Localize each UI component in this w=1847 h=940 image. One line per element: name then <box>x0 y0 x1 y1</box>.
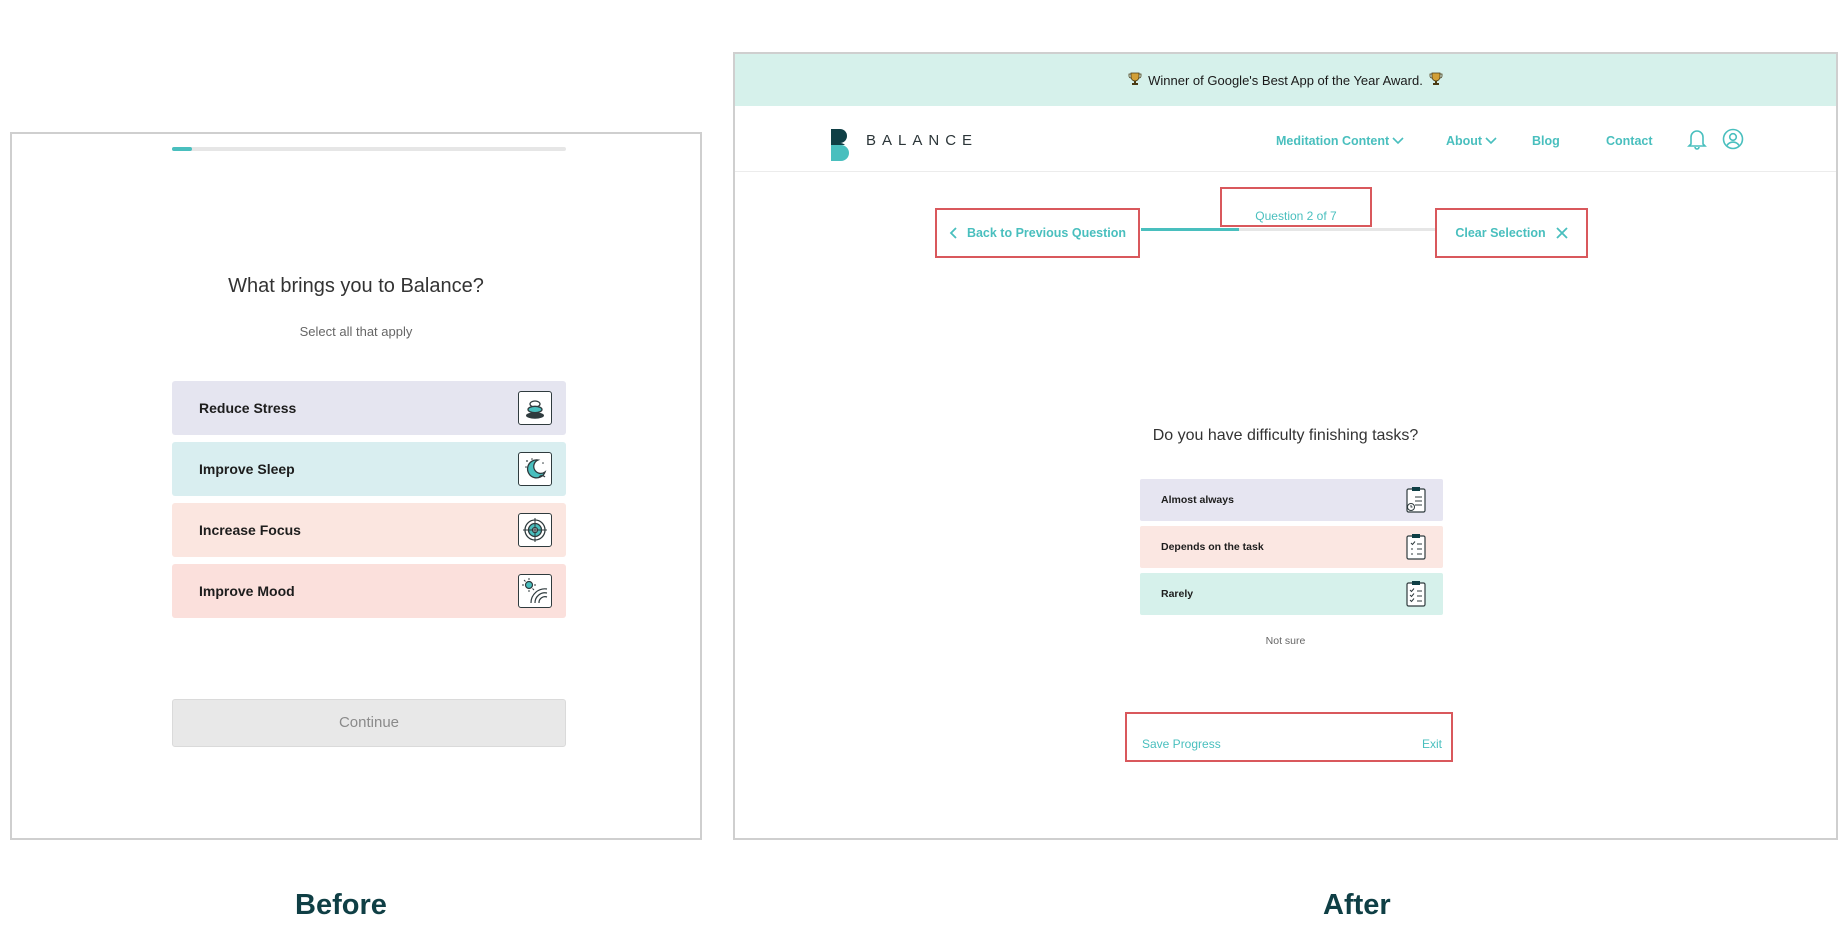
before-screen <box>10 132 702 840</box>
question-title: What brings you to Balance? <box>228 275 484 297</box>
award-banner <box>735 54 1836 106</box>
save-progress-link[interactable]: Save Progress <box>1142 737 1221 751</box>
trophy-icon <box>1429 72 1443 89</box>
progress-bar-fill <box>172 147 192 151</box>
question-subtitle: Select all that apply <box>299 324 413 339</box>
bell-icon[interactable] <box>1687 128 1707 155</box>
option-reduce-stress[interactable] <box>172 381 566 435</box>
nav-label: Blog <box>1532 134 1560 148</box>
option-label: Rarely <box>1161 588 1194 600</box>
back-label: Back to Previous Question <box>966 226 1127 240</box>
option-almost-always[interactable] <box>1140 479 1443 521</box>
balance-logo-icon[interactable] <box>829 128 851 167</box>
nav-blog[interactable] <box>1532 134 1560 148</box>
back-to-previous-question-button[interactable] <box>935 208 1140 258</box>
after-caption: After <box>1323 889 1391 921</box>
option-label: Almost always <box>1161 494 1234 506</box>
moon-icon <box>518 452 552 486</box>
clipboard-clock-icon <box>1405 486 1427 514</box>
chevron-down-icon <box>1392 137 1404 145</box>
option-improve-sleep[interactable] <box>172 442 566 496</box>
option-label: Increase Focus <box>199 522 301 538</box>
navbar <box>735 106 1836 172</box>
progress-bar <box>172 147 566 151</box>
continue-button[interactable]: Continue <box>172 699 566 747</box>
nav-label: Contact <box>1606 134 1653 148</box>
save-exit-bar <box>1125 712 1453 762</box>
option-label: Reduce Stress <box>199 400 297 416</box>
close-icon <box>1556 227 1568 239</box>
stones-icon <box>518 391 552 425</box>
nav-label: Meditation Content <box>1276 134 1390 148</box>
chevron-down-icon <box>1485 137 1497 145</box>
option-depends-on-the-task[interactable] <box>1140 526 1443 568</box>
question-progress-fill <box>1141 228 1239 231</box>
nav-contact[interactable] <box>1606 134 1653 148</box>
nav-label: About <box>1446 134 1483 148</box>
option-improve-mood[interactable] <box>172 564 566 618</box>
chevron-left-icon <box>949 227 957 239</box>
not-sure-link[interactable]: Not sure <box>1265 635 1306 647</box>
option-increase-focus[interactable] <box>172 503 566 557</box>
option-label: Depends on the task <box>1161 541 1264 553</box>
clipboard-check-icon <box>1405 580 1427 608</box>
question-counter: Question 2 of 7 <box>1220 187 1372 227</box>
option-label: Improve Sleep <box>199 461 295 477</box>
option-rarely[interactable] <box>1140 573 1443 615</box>
exit-link[interactable]: Exit <box>1421 737 1442 751</box>
user-account-icon[interactable] <box>1722 128 1744 155</box>
trophy-icon <box>1128 72 1142 89</box>
option-label: Improve Mood <box>199 583 295 599</box>
before-caption: Before <box>295 889 387 921</box>
brand-name[interactable]: BALANCE <box>866 132 979 149</box>
target-icon <box>518 513 552 547</box>
clipboard-list-icon <box>1405 533 1427 561</box>
clear-selection-button[interactable] <box>1435 208 1588 258</box>
nav-meditation-content[interactable] <box>1276 134 1404 148</box>
clear-label: Clear Selection <box>1455 226 1546 240</box>
nav-about[interactable] <box>1446 134 1497 148</box>
question-title: Do you have difficulty finishing tasks? <box>1152 427 1419 444</box>
banner-text: Winner of Google's Best App of the Year Award. <box>1148 72 1423 88</box>
sun-rainbow-icon <box>518 574 552 608</box>
after-screen <box>733 52 1838 840</box>
